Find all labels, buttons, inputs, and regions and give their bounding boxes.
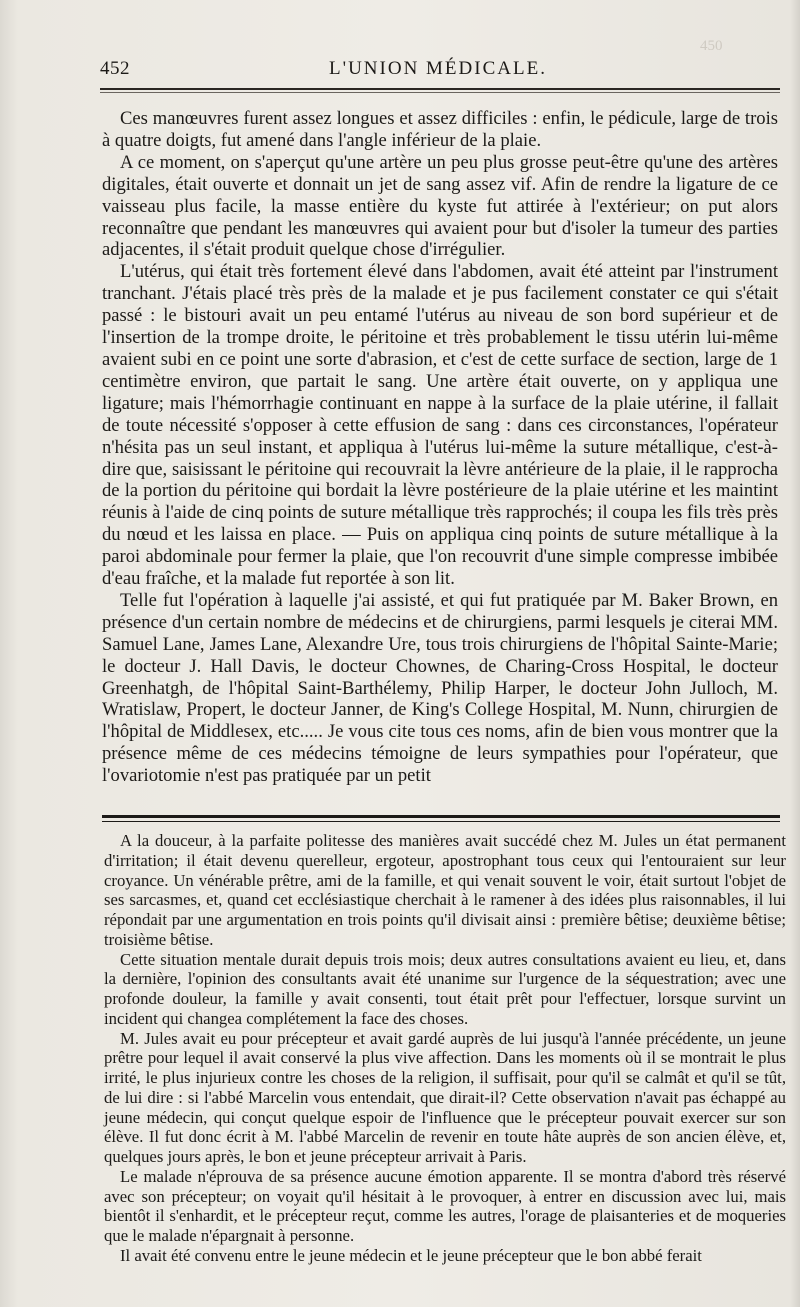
show-through-page-number: 450 [700, 38, 723, 54]
header-rule [100, 88, 780, 90]
page-header [100, 58, 776, 84]
main-paragraph: L'utérus, qui était très fortement élevé dans l'abdomen, avait été atteint par l'instrument tranchant. J'étais placé très près de la malade et je pus facilement constater ce qui s'était passé : le bistouri avait un peu entamé l'utérus au niveau de son bord supérieur et de l'insertion de la trompe droite, le péritoine et très probablement le tissu utérin lui-même avaient subi en ce point une sorte d'abrasion, et c'est de cette surface de section, large de 1 centimètre environ, que partait le sang. Une artère était ouverte, on y appliqua une ligature; mais l'hémorrhagie continuant en nappe à la surface de la plaie utérine, il fallait de toute nécessité s'opposer à cette effusion de sang : dans ces circonstances, l'opérateur n'hésita pas un seul instant, et appliqua à l'utérus lui-même la suture métallique, c'est-à-dire que, saisissant le péritoine qui recouvrait la lèvre antérieure de la plaie, il le rapprocha de la portion du péritoine qui bordait la lèvre postérieure de la plaie utérine et les maintint réunis à l'aide de cinq points de suture métallique très rapprochés; il coupa les fils très près du nœud et les laissa en place. — Puis on appliqua cinq points de suture métallique à la paroi abdominale pour fermer la plaie, que l'on recouvrit d'une simple compresse imbibée d'eau fraîche, et la malade fut reportée à son lit. [102, 261, 778, 590]
header-rule-thin [100, 92, 780, 93]
feuilleton-paragraph: Le malade n'éprouva de sa présence aucune émotion apparente. Il se montra d'abord très réservé avec son précepteur; on voyait qu'il hésitait à le provoquer, à entrer en discussion avec lui, mais bientôt il s'enhardit, et le précepteur reçut, comme les autres, l'orage de plaisanteries et de moqueries que le malade n'épargnait à personne. [104, 1166, 786, 1245]
main-text [102, 108, 778, 787]
main-paragraph: Ces manœuvres furent assez longues et assez difficiles : enfin, le pédicule, large de trois à quatre doigts, fut amené dans l'angle inférieur de la plaie. [102, 108, 778, 151]
feuilleton-paragraph: Il avait été convenu entre le jeune médecin et le jeune précepteur que le bon abbé ferait [120, 1245, 702, 1265]
feuilleton-text [104, 831, 786, 1266]
page-number: 452 [100, 58, 130, 79]
footnote-separator-thin [102, 821, 780, 822]
main-paragraph: Telle fut l'opération à laquelle j'ai assisté, et qui fut pratiquée par M. Baker Brown, en présence d'un certain nombre de médecins et de chirurgiens, parmi lesquels je citerai MM. Samuel Lane, James Lane, Alexandre Ure, tous trois chirurgiens de l'hôpital Sainte-Marie; le docteur J. Hall Davis, le docteur Chownes, de Charing-Cross Hospital, le docteur Greenhatgh, de l'hôpital Saint-Barthélemy, Philip Harper, le docteur John Julloch, M. Wratislaw, Propert, le docteur Janner, de King's College Hospital, M. Nunn, chirurgien de l'hôpital de Middlesex, etc..... Je vous cite tous ces noms, afin de bien vous montrer que la présence même de ces médecins témoigne de leurs sympathies pour l'opérateur, que l'ovariotomie n'est pas pratiquée par un petit [102, 589, 778, 787]
footnote-separator-thick [102, 815, 780, 818]
feuilleton-paragraph: A la douceur, à la parfaite politesse des manières avait succédé chez M. Jules un état permanent d'irritation; il était devenu querelleur, ergoteur, apostrophant tous ceux qui l'entouraient sur leur croyance. Un vénérable prêtre, ami de la famille, et qui venait souvent le voir, était surtout l'objet de ses sarcasmes, et, quand cet ecclésiastique cherchait à le ramener à des idées plus raisonnables, il lui répondait par une argumentation en trois points qu'il divisait ainsi : première bêtise; deuxième bêtise; troisième bêtise. [104, 831, 786, 949]
running-title: L'UNION MÉDICALE. [329, 58, 547, 79]
main-paragraph: A ce moment, on s'aperçut qu'une artère un peu plus grosse peut-être qu'une des artères digitales, était ouverte et donnait un jet de sang assez vif. Afin de rendre la ligature de ce vaisseau plus facile, la masse entière du kyste fut attirée à l'extérieur; on put alors reconnaître que pendant les manœuvres qui avaient pour but d'isoler la tumeur des parties adjacentes, il s'était produit quelque chose d'irrégulier. [102, 151, 778, 261]
feuilleton-paragraph: M. Jules avait eu pour précepteur et avait gardé auprès de lui jusqu'à l'année précédente, un jeune prêtre pour lequel il avait conservé la plus vive affection. Dans les moments où il se montrait le plus irrité, le plus injurieux contre les choses de la religion, il suffisait, pour qu'il se calmât et qu'il se tût, de lui dire : si l'abbé Marcelin vous entendait, que dirait-il? Cette observation n'avait pas échappé au jeune médecin, qui conçut quelque espoir de l'influence que le précepteur pouvait exercer sur son élève. Il fut donc écrit à M. l'abbé Marcelin de revenir en toute hâte auprès de son ancien élève, et, quelques jours après, le bon et jeune précepteur arrivait à Paris. [104, 1028, 786, 1166]
feuilleton-paragraph: Cette situation mentale durait depuis trois mois; deux autres consultations avaient eu lieu, et, dans la dernière, l'opinion des consultants avait été unanime sur l'urgence de la séquestration; avec une profonde douleur, la famille y avait consenti, tout était prêt pour l'effectuer, lorsque survint un incident qui changea complétement la face des choses. [104, 949, 786, 1028]
